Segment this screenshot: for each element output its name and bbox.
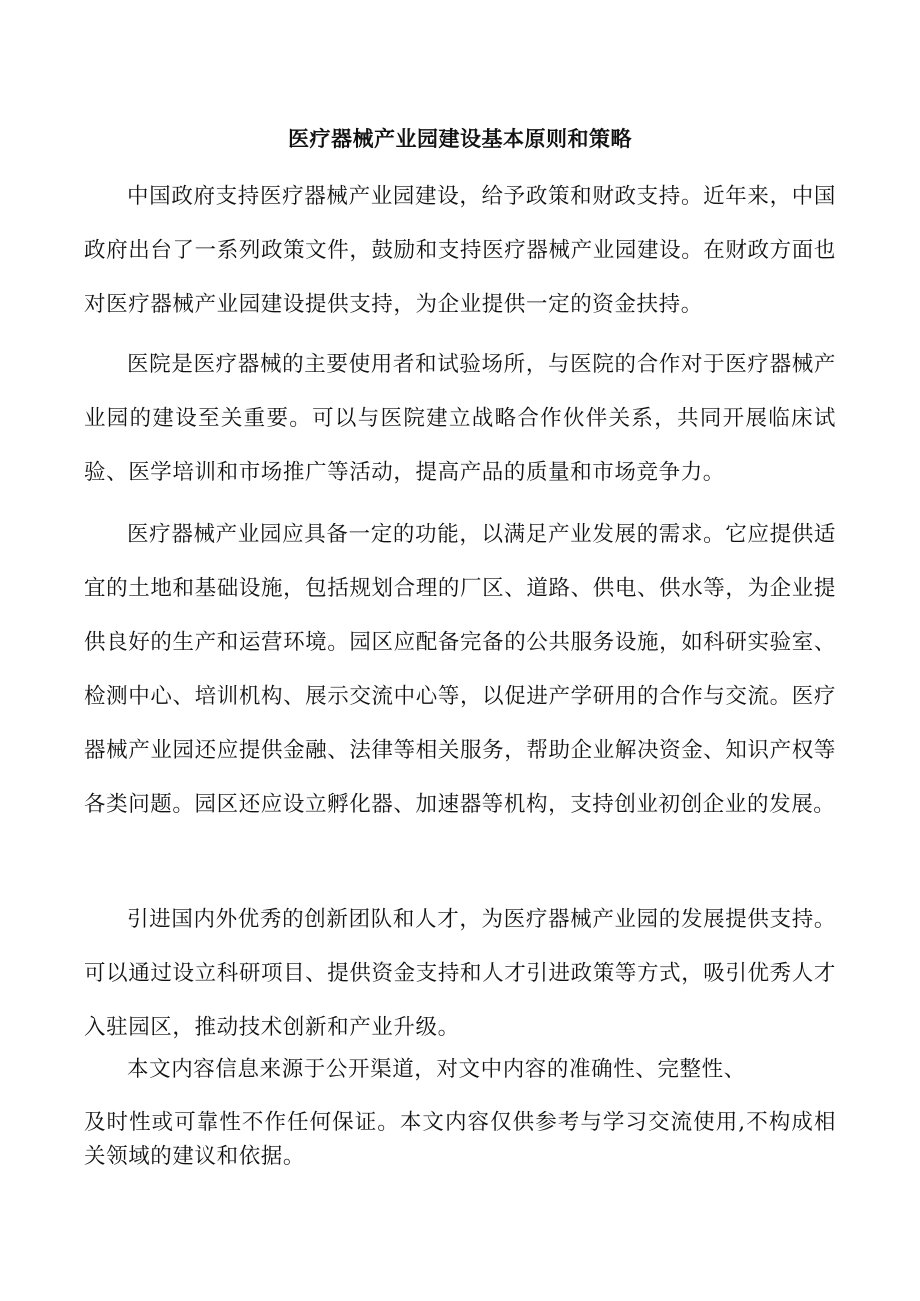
disclaimer-line-1: 本文内容信息来源于公开渠道，对文中内容的准确性、完整性、 [127,1057,746,1082]
disclaimer-line-2: 及时性或可靠性不作任何保证。本文内容仅供参考与学习交流使用,不构成相关领域的建议和依据。 [84,1110,836,1169]
paragraph-hospital-cooperation: 医院是医疗器械的主要使用者和试验场所，与医院的合作对于医疗器械产业园的建设至关重要。可以与医院建立战略合作伙伴关系，共同开展临床试验、医学培训和市场推广等活动，提高产品的质量和市场竞争力。 [84,352,836,485]
paragraph-talent-introduction: 引进国内外优秀的创新团队和人才，为医疗器械产业园的发展提供支持。可以通过设立科研项目、提供资金支持和人才引进政策等方式，吸引优秀人才入驻园区，推动技术创新和产业升级。 [84,907,836,1040]
paragraph-park-functions: 医疗器械产业园应具备一定的功能，以满足产业发展的需求。它应提供适宜的土地和基础设施，包括规划合理的厂区、道路、供电、供水等，为企业提供良好的生产和运营环境。园区应配备完备的公共服务设施，如科研实验室、检测中心、培训机构、展示交流中心等，以促进产学研用的合作与交流。医疗器械产业园还应提供金融、法律等相关服务，帮助企业解决资金、知识产权等各类问题。园区还应设立孵化器、加速器等机构，支持创业初创企业的发展。 [84,522,836,817]
document-title: 医疗器械产业园建设基本原则和策略 [288,127,632,151]
paragraph-policy-support: 中国政府支持医疗器械产业园建设，给予政策和财政支持。近年来，中国政府出台了一系列政策文件，鼓励和支持医疗器械产业园建设。在财政方面也对医疗器械产业园建设提供支持，为企业提供一定的资金扶持。 [84,184,836,317]
